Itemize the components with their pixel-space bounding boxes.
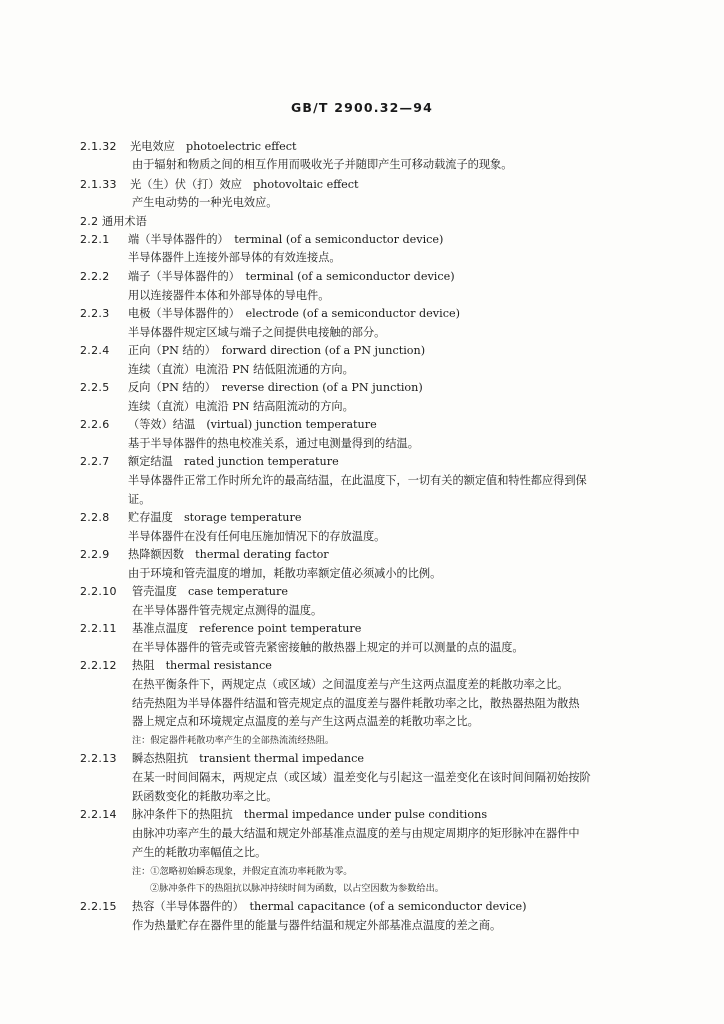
term-number: 2.2.7: [80, 455, 110, 468]
term-title: 热容（半导体器件的） thermal capacitance (of a semiconductor device): [132, 900, 527, 913]
term-definition: 证。: [128, 493, 151, 506]
term-title: 热降额因数 thermal derating factor: [128, 548, 329, 561]
term-number: 2.2.2: [80, 270, 110, 283]
term-number: 2.2.13: [80, 752, 117, 765]
term-title: 额定结温 rated junction temperature: [128, 455, 339, 468]
term-definition: 由脉冲功率产生的最大结温和规定外部基准点温度的差与由规定周期序的矩形脉冲在器件中: [132, 827, 580, 840]
term-definition: 产生电动势的一种光电效应。: [132, 196, 278, 209]
term-definition: 作为热量贮存在器件里的能量与器件结温和规定外部基准点温度的差之商。: [132, 919, 502, 932]
term-definition: 产生的耗散功率幅值之比。: [132, 846, 267, 859]
term-definition: 半导体器件规定区域与端子之间提供电接触的部分。: [128, 326, 386, 339]
term-title: 脉冲条件下的热阻抗 thermal impedance under pulse conditions: [132, 808, 488, 821]
term-title: 管壳温度 case temperature: [132, 585, 288, 598]
term-number: 2.2.14: [80, 808, 117, 821]
term-definition: 半导体器件上连接外部导体的有效连接点。: [128, 251, 341, 264]
term-number: 2.2.5: [80, 381, 110, 394]
term-title: 反向（PN 结的） reverse direction (of a PN junction): [128, 381, 423, 394]
term-number: 2.2.15: [80, 900, 117, 913]
term-definition: 由于辐射和物质之间的相互作用而吸收光子并随即产生可移动载流子的现象。: [132, 158, 513, 171]
term-number: 2.1.33: [80, 178, 117, 191]
document-header: GB/T 2900.32—94: [290, 100, 434, 115]
term-note: 注：假定器件耗散功率产生的全部热流流经热阻。: [132, 735, 335, 746]
term-title: 基准点温度 reference point temperature: [132, 622, 362, 635]
term-note: ②脉冲条件下的热阻抗以脉冲持续时间为函数，以占空因数为参数给出。: [150, 883, 444, 894]
term-title: （等效）结温 (virtual) junction temperature: [128, 418, 377, 431]
term-number: 2.2.3: [80, 307, 110, 320]
term-number: 2.2.6: [80, 418, 110, 431]
term-title: 电极（半导体器件的） electrode (of a semiconductor device): [128, 307, 460, 320]
term-definition: 跃函数变化的耗散功率之比。: [132, 790, 278, 803]
term-number: 2.2.8: [80, 511, 110, 524]
term-title: 光电效应 photoelectric effect: [130, 140, 297, 153]
term-definition: 在某一时间间隔末，两规定点（或区域）温差变化与引起这一温差变化在该时间间隔初始按阶: [132, 771, 591, 784]
term-definition: 由于环境和管壳温度的增加，耗散功率额定值必须减小的比例。: [128, 567, 442, 580]
term-definition: 半导体器件在没有任何电压施加情况下的存放温度。: [128, 530, 386, 543]
term-definition: 基于半导体器件的热电校准关系，通过电测量得到的结温。: [128, 437, 419, 450]
term-title: 贮存温度 storage temperature: [128, 511, 302, 524]
term-definition: 用以连接器件本体和外部导体的导电件。: [128, 289, 330, 302]
term-title: 光（生）伏（打）效应 photovoltaic effect: [130, 178, 359, 191]
term-title: 热阻 thermal resistance: [132, 659, 272, 672]
term-definition: 连续（直流）电流沿 PN 结高阻流动的方向。: [128, 400, 354, 413]
term-number: 2.2.11: [80, 622, 117, 635]
term-definition: 在半导体器件管壳规定点测得的温度。: [132, 604, 323, 617]
term-definition: 结壳热阻为半导体器件结温和管壳规定点的温度差与器件耗散功率之比，散热器热阻为散热: [132, 697, 580, 710]
term-number: 2.2.12: [80, 659, 117, 672]
term-note: 注：①忽略初始瞬态现象，并假定直流功率耗散为零。: [132, 866, 353, 877]
term-definition: 器上规定点和环境规定点温度的差与产生这两点温差的耗散功率之比。: [132, 715, 479, 728]
term-title: 端（半导体器件的） terminal (of a semiconductor device): [128, 233, 444, 246]
term-definition: 连续（直流）电流沿 PN 结低阻流通的方向。: [128, 363, 354, 376]
term-definition: 半导体器件正常工作时所允许的最高结温，在此温度下，一切有关的额定值和特性都应得到保: [128, 474, 587, 487]
term-definition: 在半导体器件的管壳或管壳紧密接触的散热器上规定的并可以测量的点的温度。: [132, 641, 524, 654]
term-number: 2.2.1: [80, 233, 110, 246]
section-title: 通用术语: [102, 215, 147, 228]
term-number: 2.2.4: [80, 344, 110, 357]
term-number: 2.2.9: [80, 548, 110, 561]
term-number: 2.1.32: [80, 140, 117, 153]
term-title: 瞬态热阻抗 transient thermal impedance: [132, 752, 365, 765]
term-title: 正向（PN 结的） forward direction (of a PN junction): [128, 344, 426, 357]
term-definition: 在热平衡条件下，两规定点（或区域）之间温度差与产生这两点温度差的耗散功率之比。: [132, 678, 569, 691]
term-number: 2.2.10: [80, 585, 117, 598]
section-number: 2.2: [80, 215, 99, 228]
term-title: 端子（半导体器件的） terminal (of a semiconductor device): [128, 270, 455, 283]
